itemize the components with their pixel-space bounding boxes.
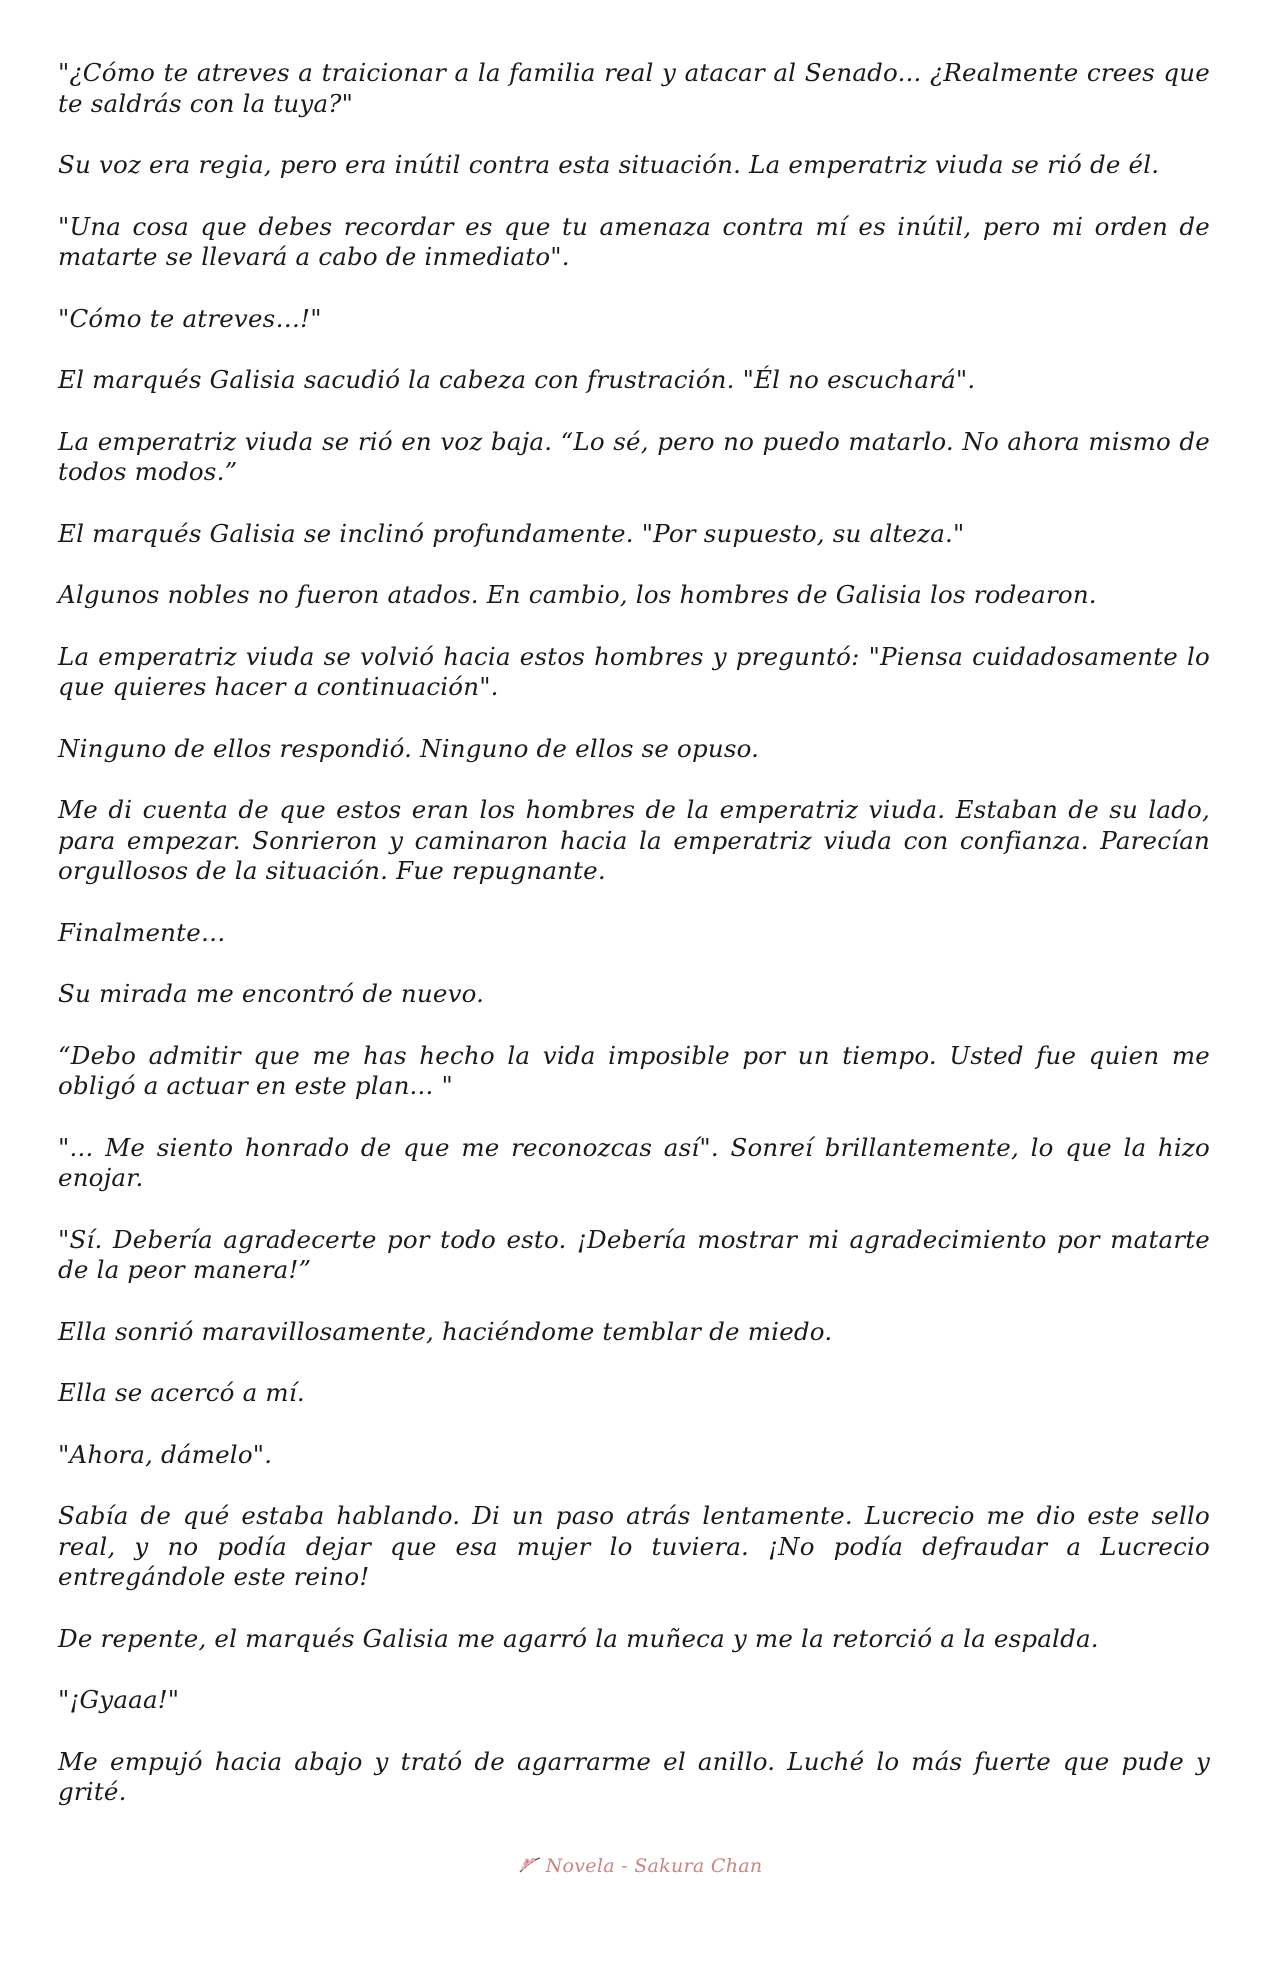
- paragraph: Me di cuenta de que estos eran los hombres de la emperatriz viuda. Estaban de su lado, para empezar. Sonrieron y caminaron hacia la emperatriz viuda con confianza. Parecían orgullosos de la situación. Fue repugnante.: [58, 795, 1210, 885]
- paragraph: "Una cosa que debes recordar es que tu amenaza contra mí es inútil, pero mi orden de matarte se llevará a cabo de inmediato".: [58, 211, 1210, 271]
- paragraph: De repente, el marqués Galisia me agarró la muñeca y me la retorció a la espalda.: [58, 1623, 1099, 1653]
- paragraph: Ninguno de ellos respondió. Ninguno de ellos se opuso.: [58, 733, 760, 763]
- paragraph: El marqués Galisia se inclinó profundamente. "Por supuesto, su alteza.": [58, 518, 965, 548]
- paragraph: El marqués Galisia sacudió la cabeza con frustración. "Él no escuchará".: [58, 365, 976, 394]
- document-body: [58, 58, 1210, 1839]
- paragraph: "... Me siento honrado de que me reconozcas así". Sonreí brillantemente, lo que la hizo enojar.: [58, 1132, 1210, 1192]
- paragraph: "¿Cómo te atreves a traicionar a la familia real y atacar al Senado... ¿Realmente crees que te saldrás con la tuya?": [58, 58, 1210, 118]
- paragraph: "¡Gyaaa!": [58, 1685, 180, 1714]
- paragraph: "Sí. Debería agradecerte por todo esto. ¡Debería mostrar mi agradecimiento por matarte de la peor manera!”: [58, 1224, 1210, 1284]
- paragraph: Ella se acercó a mí.: [58, 1378, 305, 1407]
- paragraph: "Ahora, dámelo".: [58, 1439, 273, 1469]
- paragraph: La emperatriz viuda se rió en voz baja. “Lo sé, pero no puedo matarlo. No ahora mismo de todos modos.”: [58, 426, 1210, 486]
- paragraph: Me empujó hacia abajo y trató de agarrarme el anillo. Luché lo más fuerte que pude y grité.: [58, 1746, 1210, 1806]
- paragraph: Su mirada me encontró de nuevo.: [58, 979, 485, 1008]
- paragraph: "Cómo te atreves…!": [58, 303, 322, 333]
- sakura-icon: [518, 1856, 542, 1876]
- paragraph: Ella sonrió maravillosamente, haciéndome temblar de miedo.: [58, 1316, 833, 1346]
- paragraph: La emperatriz viuda se volvió hacia estos hombres y preguntó: "Piensa cuidadosamente lo que quieres hacer a continuación".: [58, 641, 1210, 701]
- paragraph: Sabía de qué estaba hablando. Di un paso atrás lentamente. Lucrecio me dio este sello real, y no podía dejar que esa mujer lo tuviera. ¡No podía defraudar a Lucrecio entregándole este reino!: [58, 1501, 1210, 1591]
- paragraph: Finalmente…: [58, 917, 226, 947]
- paragraph: “Debo admitir que me has hecho la vida imposible por un tiempo. Usted fue quien me obligó a actuar en este plan... ": [58, 1040, 1210, 1100]
- footer-text: Novela - Sakura Chan: [545, 1855, 763, 1877]
- paragraph: Su voz era regia, pero era inútil contra esta situación. La emperatriz viuda se rió de él.: [58, 150, 1160, 179]
- footer-watermark: [0, 1855, 1280, 1877]
- paragraph: Algunos nobles no fueron atados. En cambio, los hombres de Galisia los rodearon.: [58, 580, 1097, 609]
